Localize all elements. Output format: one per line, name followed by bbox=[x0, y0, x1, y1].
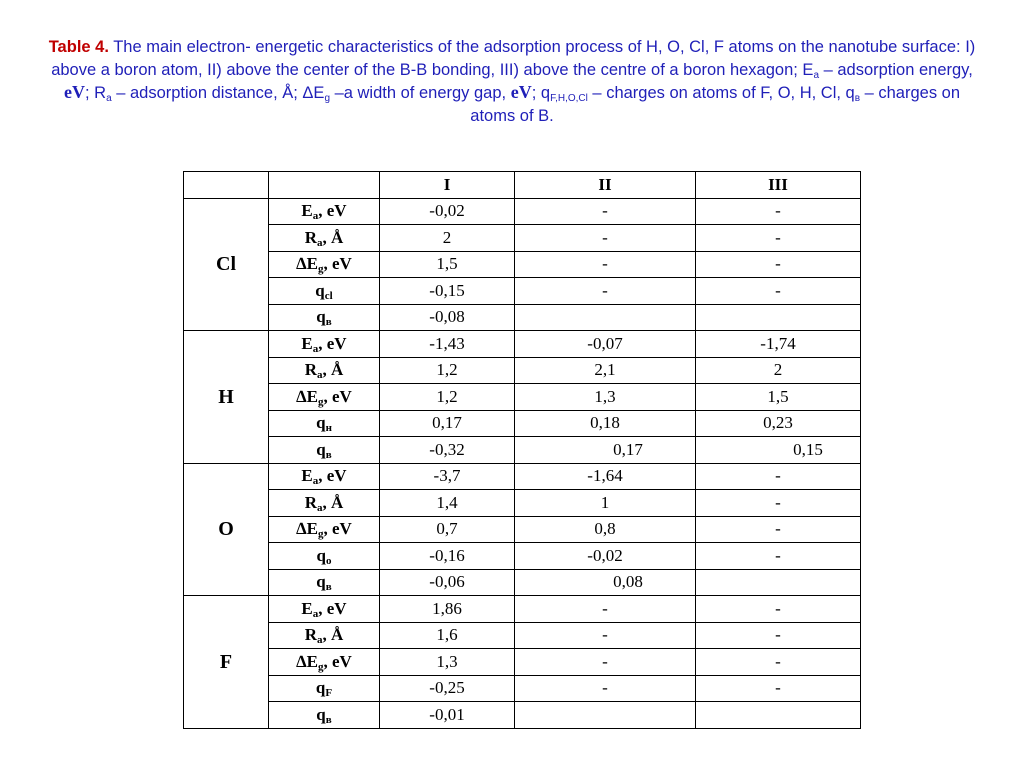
value-cell: 1,2 bbox=[380, 357, 515, 384]
parameter-cell: $\Delta E_g$, eV bbox=[269, 384, 380, 411]
table-row bbox=[184, 463, 861, 490]
value-cell: -0,06 bbox=[380, 569, 515, 596]
table-body bbox=[184, 198, 861, 728]
element-cell: F bbox=[184, 596, 269, 729]
table-row bbox=[184, 225, 861, 252]
value-cell bbox=[515, 702, 696, 729]
value-cell: 1,3 bbox=[380, 649, 515, 676]
value-cell: - bbox=[515, 596, 696, 623]
value-cell: 1,2 bbox=[380, 384, 515, 411]
table-row bbox=[184, 702, 861, 729]
value-cell: 0,15 bbox=[696, 437, 861, 464]
value-cell: 0,8 bbox=[515, 516, 696, 543]
table-row bbox=[184, 384, 861, 411]
value-cell: 2,1 bbox=[515, 357, 696, 384]
corner-cell-param bbox=[269, 172, 380, 199]
column-header-i: I bbox=[380, 172, 515, 199]
value-cell: - bbox=[696, 516, 861, 543]
table-row bbox=[184, 251, 861, 278]
parameter-cell: $R_a$, Å bbox=[269, 357, 380, 384]
value-cell: - bbox=[696, 463, 861, 490]
parameter-cell: $R_a$, Å bbox=[269, 225, 380, 252]
value-cell: -0,32 bbox=[380, 437, 515, 464]
parameter-cell: $q_в$ bbox=[269, 437, 380, 464]
table-row bbox=[184, 516, 861, 543]
value-cell: -1,74 bbox=[696, 331, 861, 358]
value-cell: - bbox=[696, 225, 861, 252]
table-row bbox=[184, 543, 861, 570]
table-row bbox=[184, 649, 861, 676]
value-cell: 1,5 bbox=[380, 251, 515, 278]
value-cell: 1,86 bbox=[380, 596, 515, 623]
value-cell: - bbox=[696, 490, 861, 517]
value-cell: -0,16 bbox=[380, 543, 515, 570]
parameter-cell: $E_a$, eV bbox=[269, 596, 380, 623]
parameter-cell: $\Delta E_g$, eV bbox=[269, 516, 380, 543]
table-row bbox=[184, 198, 861, 225]
element-cell: O bbox=[184, 463, 269, 596]
value-cell: - bbox=[515, 251, 696, 278]
value-cell: -1,64 bbox=[515, 463, 696, 490]
element-cell: H bbox=[184, 331, 269, 464]
table-row bbox=[184, 304, 861, 331]
value-cell: - bbox=[515, 649, 696, 676]
column-header-iii: III bbox=[696, 172, 861, 199]
value-cell: - bbox=[696, 251, 861, 278]
column-header-ii: II bbox=[515, 172, 696, 199]
value-cell: - bbox=[696, 543, 861, 570]
value-cell: -0,07 bbox=[515, 331, 696, 358]
value-cell: -0,25 bbox=[380, 675, 515, 702]
table-row bbox=[184, 331, 861, 358]
parameter-cell: $E_a$, eV bbox=[269, 463, 380, 490]
table-row bbox=[184, 437, 861, 464]
parameter-cell: $R_a$, Å bbox=[269, 490, 380, 517]
header-row bbox=[184, 172, 861, 199]
parameter-cell: $q_в$ bbox=[269, 702, 380, 729]
value-cell: 0,7 bbox=[380, 516, 515, 543]
corner-cell bbox=[184, 172, 269, 199]
value-cell: -0,15 bbox=[380, 278, 515, 305]
value-cell: 1,5 bbox=[696, 384, 861, 411]
value-cell bbox=[696, 702, 861, 729]
value-cell: -0,02 bbox=[380, 198, 515, 225]
table-row bbox=[184, 622, 861, 649]
value-cell: - bbox=[515, 675, 696, 702]
value-cell: 0,08 bbox=[515, 569, 696, 596]
value-cell: - bbox=[696, 278, 861, 305]
parameter-cell: $q_в$ bbox=[269, 569, 380, 596]
value-cell: 1,3 bbox=[515, 384, 696, 411]
table-row bbox=[184, 410, 861, 437]
value-cell bbox=[515, 304, 696, 331]
table-row bbox=[184, 357, 861, 384]
parameter-cell: $E_a$, eV bbox=[269, 331, 380, 358]
value-cell: - bbox=[515, 198, 696, 225]
parameter-cell: $E_a$, eV bbox=[269, 198, 380, 225]
value-cell: -3,7 bbox=[380, 463, 515, 490]
parameter-cell: $q_o$ bbox=[269, 543, 380, 570]
value-cell: 1,4 bbox=[380, 490, 515, 517]
element-cell: Cl bbox=[184, 198, 269, 331]
value-cell: -1,43 bbox=[380, 331, 515, 358]
parameter-cell: $q_F$ bbox=[269, 675, 380, 702]
table-caption: Table 4. The main electron- energetic characteristics of the adsorption process of H, O, Cl, F atoms on the nanotube surface: I) above a boron atom, II) above the center of the B-B bonding, III) above the centre of a boron hexagon; $E_a$ – adsorption energy, eV; $R_a$ – adsorption distance, Å; $\Delta E_g$ –a width of energy gap, eV; $q_{F,H,O,Cl}$ – charges on atoms of F, O, H, Cl, $q_в$ – charges on atoms of B. bbox=[48, 38, 976, 125]
value-cell: -0,02 bbox=[515, 543, 696, 570]
parameter-cell: $\Delta E_g$, eV bbox=[269, 649, 380, 676]
value-cell: 0,17 bbox=[380, 410, 515, 437]
value-cell: 0,18 bbox=[515, 410, 696, 437]
value-cell: 0,17 bbox=[515, 437, 696, 464]
parameter-cell: $q_н$ bbox=[269, 410, 380, 437]
parameter-cell: $q_в$ bbox=[269, 304, 380, 331]
value-cell: - bbox=[696, 596, 861, 623]
value-cell bbox=[696, 569, 861, 596]
value-cell: - bbox=[696, 198, 861, 225]
value-cell: 0,23 bbox=[696, 410, 861, 437]
parameter-cell: $\Delta E_g$, eV bbox=[269, 251, 380, 278]
value-cell: - bbox=[515, 225, 696, 252]
value-cell: -0,08 bbox=[380, 304, 515, 331]
data-table bbox=[183, 171, 861, 729]
table-row bbox=[184, 569, 861, 596]
value-cell: -0,01 bbox=[380, 702, 515, 729]
parameter-cell: $R_a$, Å bbox=[269, 622, 380, 649]
value-cell: - bbox=[515, 278, 696, 305]
table-row bbox=[184, 675, 861, 702]
value-cell: 1,6 bbox=[380, 622, 515, 649]
value-cell: - bbox=[696, 649, 861, 676]
value-cell: - bbox=[696, 622, 861, 649]
table-row bbox=[184, 278, 861, 305]
caption-label: Table 4. bbox=[48, 38, 109, 56]
parameter-cell: $q_{cl}$ bbox=[269, 278, 380, 305]
table-row bbox=[184, 596, 861, 623]
value-cell: 1 bbox=[515, 490, 696, 517]
value-cell bbox=[696, 304, 861, 331]
value-cell: - bbox=[696, 675, 861, 702]
value-cell: - bbox=[515, 622, 696, 649]
value-cell: 2 bbox=[696, 357, 861, 384]
table-row bbox=[184, 490, 861, 517]
value-cell: 2 bbox=[380, 225, 515, 252]
